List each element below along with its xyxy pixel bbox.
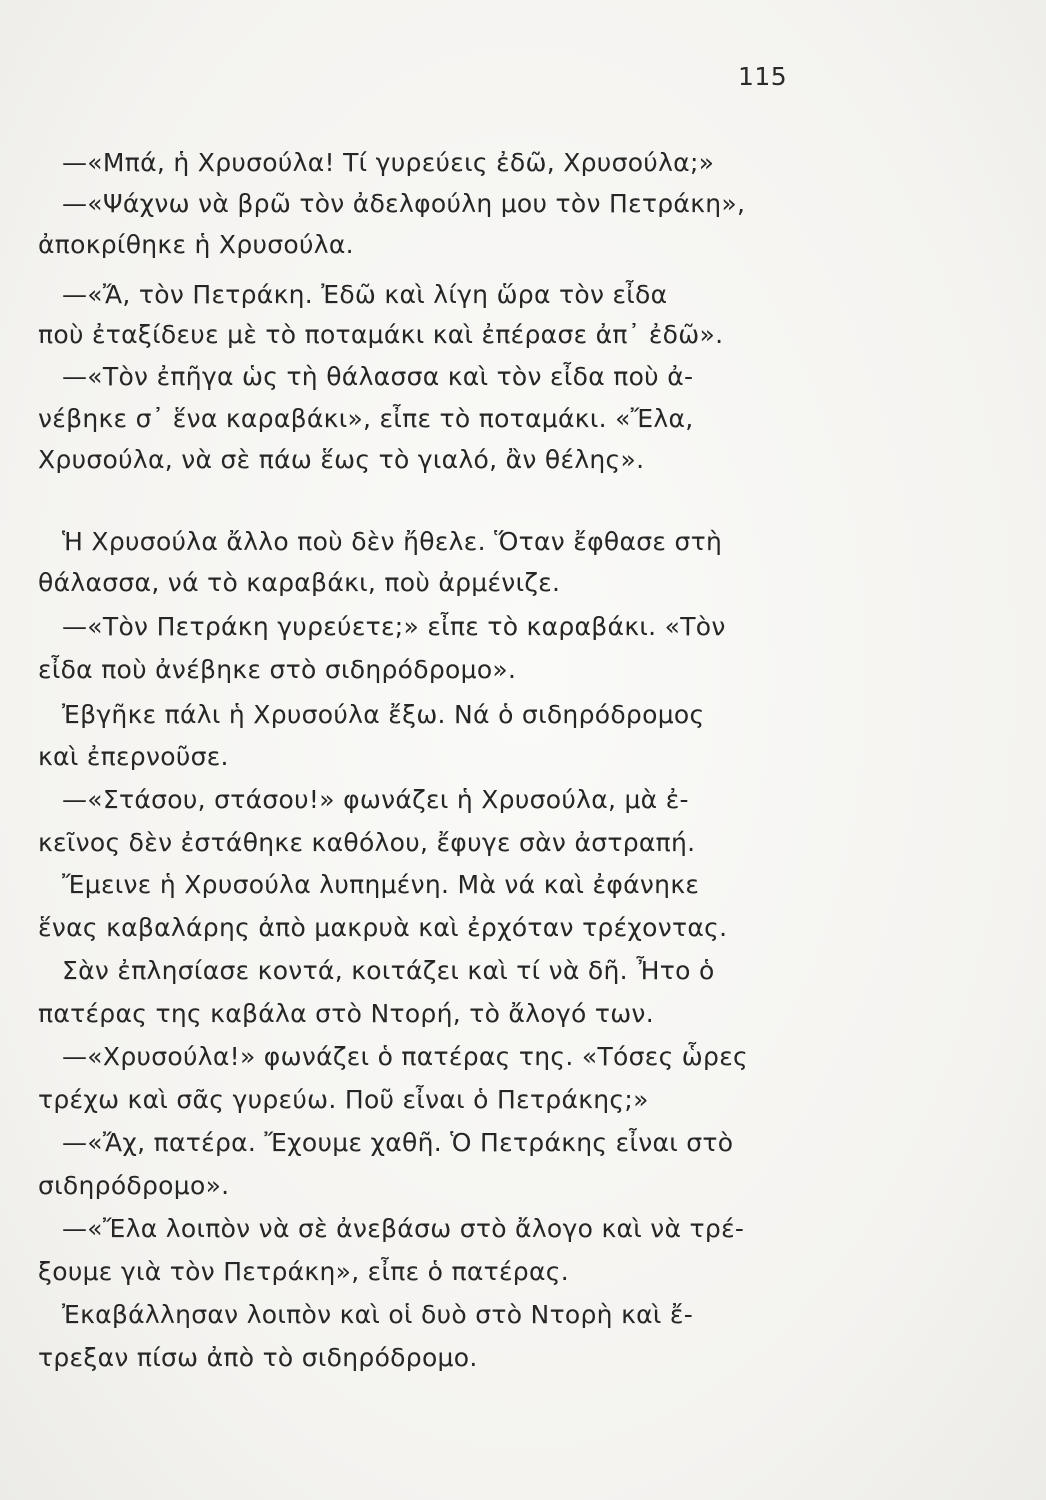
text-line: —«Στάσου, στάσου!» φωνάζει ἡ Χρυσούλα, μὰ ἐ- — [62, 785, 689, 814]
text-line: τρεξαν πίσω ἀπὸ τὸ σιδηρόδρομο. — [38, 1343, 478, 1372]
text-line: —«Τὸν ἐπῆγα ὡς τὴ θάλασσα καὶ τὸν εἶδα ποὺ ἀ- — [62, 362, 694, 391]
text-line: Ἔμεινε ἡ Χρυσούλα λυπημένη. Μὰ νά καὶ ἐφάνηκε — [62, 870, 700, 899]
page-number: 115 — [738, 62, 788, 91]
text-line: —«Ἄ, τὸν Πετράκη. Ἐδῶ καὶ λίγη ὥρα τὸν εἶδα — [62, 280, 668, 309]
text-line: Ἡ Χρυσούλα ἄλλο ποὺ δὲν ἤθελε. Ὅταν ἔφθασε στὴ — [62, 527, 723, 556]
text-line: —«Ἔλα λοιπὸν νὰ σὲ ἀνεβάσω στὸ ἄλογο καὶ νὰ τρέ- — [62, 1214, 745, 1243]
text-line: Χρυσούλα, νὰ σὲ πάω ἕως τὸ γιαλό, ἂν θέλης». — [38, 445, 645, 474]
text-line: —«Χρυσούλα!» φωνάζει ὁ πατέρας της. «Τόσες ὧρες — [62, 1042, 748, 1071]
text-line: —«Μπά, ἡ Χρυσούλα! Τί γυρεύεις ἐδῶ, Χρυσούλα;» — [62, 148, 715, 177]
text-line: θάλασσα, νά τὸ καραβάκι, ποὺ ἀρμένιζε. — [38, 568, 561, 597]
text-line: ἀποκρίθηκε ἡ Χρυσούλα. — [38, 230, 354, 259]
text-line: ποὺ ἐταξίδευε μὲ τὸ ποταμάκι καὶ ἐπέρασε ἀπ᾿ ἐδῶ». — [38, 320, 724, 349]
text-line: νέβηκε σ᾿ ἕνα καραβάκι», εἶπε τὸ ποταμάκι. «Ἔλα, — [38, 404, 694, 433]
text-line: Ἐβγῆκε πάλι ἡ Χρυσούλα ἔξω. Νά ὁ σιδηρόδρομος — [62, 700, 705, 729]
text-line: Ἐκαβάλλησαν λοιπὸν καὶ οἱ δυὸ στὸ Ντορὴ καὶ ἔ- — [62, 1300, 694, 1329]
text-line: κεῖνος δὲν ἐστάθηκε καθόλου, ἔφυγε σὰν ἀστραπή. — [38, 828, 696, 857]
text-line: ἕνας καβαλάρης ἀπὸ μακρυὰ καὶ ἐρχόταν τρέχοντας. — [38, 913, 728, 942]
text-line: —«Τὸν Πετράκη γυρεύετε;» εἶπε τὸ καραβάκι. «Τὸν — [62, 612, 726, 641]
text-line: πατέρας της καβάλα στὸ Ντορή, τὸ ἄλογό των. — [38, 999, 654, 1028]
text-line: —«Ἄχ, πατέρα. Ἔχουμε χαθῆ. Ὁ Πετράκης εἶναι στὸ — [62, 1128, 734, 1157]
text-line: καὶ ἐπερνοῦσε. — [38, 742, 229, 771]
text-line: ξουμε γιὰ τὸν Πετράκη», εἶπε ὁ πατέρας. — [38, 1257, 569, 1286]
text-line: σιδηρόδρομο». — [38, 1171, 230, 1200]
text-line: εἶδα ποὺ ἀνέβηκε στὸ σιδηρόδρομο». — [38, 655, 517, 684]
text-line: —«Ψάχνω νὰ βρῶ τὸν ἀδελφούλη μου τὸν Πετράκη», — [62, 189, 746, 218]
text-line: Σὰν ἐπλησίασε κοντά, κοιτάζει καὶ τί νὰ δῆ. Ἦτο ὁ — [62, 956, 715, 985]
text-line: τρέχω καὶ σᾶς γυρεύω. Ποῦ εἶναι ὁ Πετράκης;» — [38, 1085, 649, 1114]
